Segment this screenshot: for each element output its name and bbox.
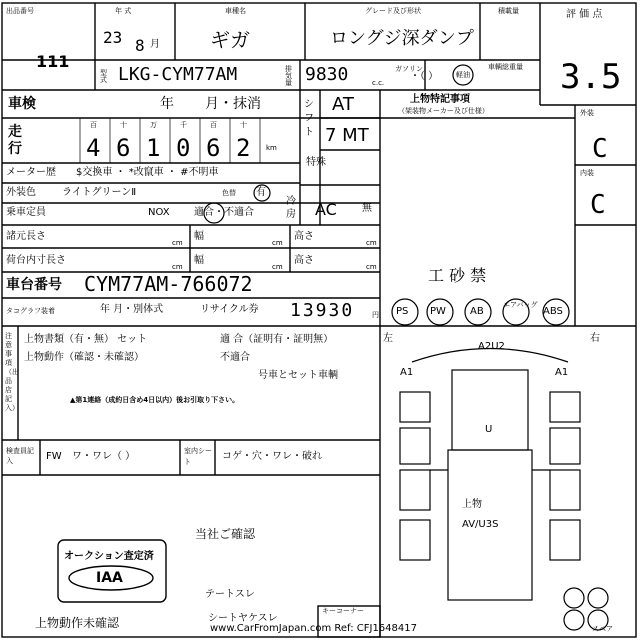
cargo-width-unit: cm xyxy=(272,263,283,271)
displacement-label: 排気量 xyxy=(285,65,292,87)
key-label: キーコーナー xyxy=(322,607,364,615)
grade-value: ロングジ深ダンプ xyxy=(330,28,474,49)
spec-height-label: 高さ xyxy=(294,231,314,242)
diagram-mark-2: A1 xyxy=(400,367,414,378)
spec-width-unit: cm xyxy=(272,239,283,247)
diagram-mark-3: A1 xyxy=(555,367,569,378)
spec-width-label: 幅 xyxy=(194,231,204,242)
model-code: LKG-CYM77AM xyxy=(118,64,238,85)
mileage-digit-4: 0 xyxy=(176,134,191,162)
interior-label: 内装 xyxy=(580,169,594,177)
mileage-digit-1: 4 xyxy=(86,134,101,162)
meter-label: メーター歴 xyxy=(6,167,56,178)
interior-seat-label: 室内シート xyxy=(184,447,212,466)
hand-note-3: 上物動作未確認 xyxy=(35,616,120,630)
notes-title: 注意事項（出品店記入） xyxy=(5,332,19,412)
cc-unit: c.c. xyxy=(372,79,385,87)
hand-note-4: テートスレ xyxy=(205,589,255,600)
chassis-value: CYM77AM-766072 xyxy=(84,272,253,296)
displacement-value: 9830 xyxy=(305,64,349,85)
yen-unit: 円 xyxy=(372,311,379,319)
exterior-label: 外装 xyxy=(580,109,594,117)
set-vehicle: 号車とセット車輌 xyxy=(258,370,338,381)
model-label: 型式 xyxy=(100,69,107,84)
cargo-height-label: 高さ xyxy=(294,255,314,266)
equipment-ab: AB xyxy=(470,306,484,317)
mileage-unit-4: 千 xyxy=(180,121,187,129)
compliance: 適 合（証明有・証明無） xyxy=(220,334,334,345)
non-compliance: 不適合 xyxy=(220,352,250,363)
spec-length-label: 諸元長さ xyxy=(6,231,46,242)
score-label: 評 価 点 xyxy=(566,9,603,20)
color-change-label: 色替 xyxy=(222,189,236,197)
nox-options: 適合・不適合 xyxy=(194,207,254,218)
fw-value: ワ・ワレ（ ） xyxy=(72,451,136,462)
lot-number-label: 出品番号 xyxy=(6,7,34,15)
shift-label: シフト xyxy=(304,99,314,138)
equipment-pw: PW xyxy=(430,306,446,317)
fuel-label: ガソリン xyxy=(395,65,423,73)
special-notes-sub: （架装物メーカー及び仕様） xyxy=(398,107,489,115)
recycle-label: リサイクル券 xyxy=(200,304,259,315)
recycle-value: 13930 xyxy=(290,300,355,321)
special-label: 特殊 xyxy=(306,157,326,168)
equipment-ps: PS xyxy=(396,306,409,317)
special-notes-label: 上物特記事項 xyxy=(410,94,470,105)
footer-watermark: www.CarFromJapan.com Ref: CFJ1648417 xyxy=(210,623,417,634)
score-value: 3.5 xyxy=(560,57,622,97)
color-change-value: 有 xyxy=(256,187,266,198)
hand-note-2: 当社ご確認 xyxy=(195,527,256,541)
upper-docs: 上物書類（有・無） セット xyxy=(24,334,148,345)
diagram-left-label: 左 xyxy=(383,333,393,344)
equipment-abs: ABS xyxy=(543,306,563,317)
color-label: 外装色 xyxy=(6,187,36,198)
diagram-mark-5: 上物 xyxy=(462,499,482,510)
month-unit: 月・抹消 xyxy=(205,96,261,112)
fw-label: FW xyxy=(46,451,62,462)
year-value: 23 xyxy=(103,28,123,47)
operation: 上物動作（確認・未確認） xyxy=(24,352,144,363)
grade-label: グレード及び形状 xyxy=(365,7,421,15)
interior-grade: C xyxy=(590,190,606,220)
month-value: 8 xyxy=(135,36,145,55)
mileage-digit-5: 6 xyxy=(206,134,221,162)
mileage-unit-3: 万 xyxy=(150,121,157,129)
ac-label: 冷房 xyxy=(286,196,296,220)
gross-weight-label: 車輌総重量 xyxy=(488,63,523,71)
capacity-label: 乗車定員 xyxy=(6,207,46,218)
capacity-label: 積載量 xyxy=(498,7,519,15)
year-unit: 年 xyxy=(160,96,174,112)
mileage-digit-2: 6 xyxy=(116,134,131,162)
chassis-label: 車台番号 xyxy=(6,277,62,293)
ac-value: AC xyxy=(315,200,337,219)
inspection-label: 車検 xyxy=(8,96,36,112)
mileage-unit-2: 十 xyxy=(120,121,127,129)
diagram-mark-1: A2U2 xyxy=(478,341,505,352)
color-value: ライトグリーンⅡ xyxy=(62,187,137,198)
mileage-digit-6: 2 xyxy=(236,134,251,162)
stamp-line1: オークション査定済 xyxy=(64,551,154,562)
mileage-unit-6: 十 xyxy=(240,121,247,129)
diesel-label: 軽油 xyxy=(456,71,470,79)
cargo-height-unit: cm xyxy=(366,263,377,271)
stamp-line2: IAA xyxy=(96,570,123,586)
meter-options: $交換車 ・ *改竄車 ・ #不明車 xyxy=(76,167,219,178)
mileage-digit-3: 1 xyxy=(146,134,161,162)
diagram-mark-6: AV/U3S xyxy=(462,519,499,530)
mileage-unit-1: 百 xyxy=(90,121,97,129)
fuel-value: ・（ ） xyxy=(410,71,439,82)
tacho-label: タコグラフ装着 xyxy=(6,307,55,315)
spec-height-unit: cm xyxy=(366,239,377,247)
cargo-width-label: 幅 xyxy=(194,255,204,266)
lot-number: 111 xyxy=(36,52,70,71)
none-label: 無 xyxy=(362,203,372,214)
car-name-label: 車種名 xyxy=(225,7,246,15)
cargo-length-label: 荷台内寸長さ xyxy=(6,255,66,266)
inspector-label: 検査員記入 xyxy=(6,447,34,465)
hand-note-1: 工 砂 禁 xyxy=(428,266,487,285)
month-suffix: 月 xyxy=(150,39,160,50)
diagram-mark-4: U xyxy=(485,424,493,435)
spec-length-unit: cm xyxy=(172,239,183,247)
nox-label: NOX xyxy=(148,207,170,218)
mileage-unit-5: 百 xyxy=(210,121,217,129)
shift-at: AT xyxy=(332,94,354,115)
tacho-type: 年 月・別体式 xyxy=(100,304,164,315)
interior-seat-options: コゲ・穴・ワレ・破れ xyxy=(222,451,322,462)
mileage-label: 走行 xyxy=(8,124,22,157)
exterior-grade: C xyxy=(592,134,608,164)
year-label: 年 式 xyxy=(115,7,132,15)
equipment-airbag: エアバッグ xyxy=(503,301,538,309)
shift-mt: 7 MT xyxy=(325,125,369,146)
warning: ▲第1連絡（成約日含め4日以内）後お引取り下さい。 xyxy=(70,396,240,404)
spare-label: スペア xyxy=(592,625,613,633)
hand-note-5: シートヤケスレ xyxy=(208,613,278,624)
cargo-length-unit: cm xyxy=(172,263,183,271)
diagram-right-label: 右 xyxy=(590,333,600,344)
mileage-unit: km xyxy=(266,144,277,152)
car-name: ギガ xyxy=(210,28,250,52)
